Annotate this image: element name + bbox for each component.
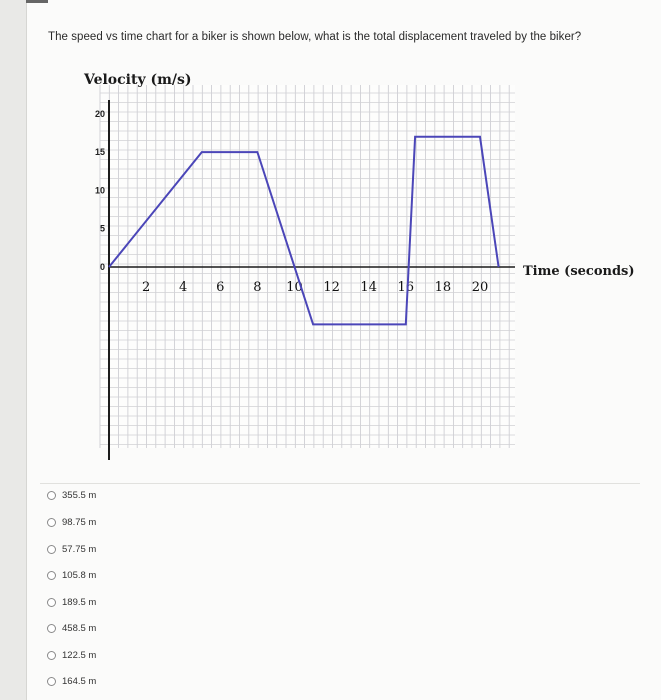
option-2[interactable] xyxy=(47,514,96,530)
x-tick-label: 12 xyxy=(323,280,340,295)
option-8[interactable] xyxy=(47,673,96,689)
x-tick-label: 10 xyxy=(286,280,303,295)
y-tick-label: 5 xyxy=(99,223,105,234)
y-tick-label: 0 xyxy=(99,262,105,272)
option-3[interactable] xyxy=(47,541,96,557)
y-axis-label: Velocity (m/s) xyxy=(84,72,192,88)
option-label: 355.5 m xyxy=(62,489,97,501)
x-tick-label: 18 xyxy=(434,280,452,295)
x-axis-label: Time (seconds) xyxy=(523,264,635,279)
x-tick-label: 6 xyxy=(216,280,225,295)
option-label: 98.75 m xyxy=(62,516,97,528)
y-tick-label: 20 xyxy=(94,108,105,119)
radio-icon[interactable] xyxy=(47,491,56,500)
radio-icon[interactable] xyxy=(47,571,56,580)
options-divider xyxy=(40,483,640,484)
x-tick-label: 14 xyxy=(360,280,377,295)
radio-icon[interactable] xyxy=(47,518,56,527)
radio-icon[interactable] xyxy=(47,598,56,607)
x-tick-label: 20 xyxy=(471,280,489,295)
x-tick-label: 8 xyxy=(253,280,262,295)
option-label: 458.5 m xyxy=(62,622,97,634)
option-label: 57.75 m xyxy=(62,543,97,555)
option-4[interactable] xyxy=(47,567,96,583)
option-7[interactable] xyxy=(47,647,96,663)
radio-icon[interactable] xyxy=(47,624,56,633)
x-tick-label: 16 xyxy=(397,280,415,295)
option-6[interactable] xyxy=(47,620,96,636)
option-label: 164.5 m xyxy=(62,675,97,687)
option-5[interactable] xyxy=(47,594,96,610)
radio-icon[interactable] xyxy=(47,545,56,554)
y-tick-label: 10 xyxy=(94,185,105,196)
option-label: 105.8 m xyxy=(62,569,97,581)
option-label: 189.5 m xyxy=(62,596,97,608)
radio-icon[interactable] xyxy=(47,651,56,660)
y-tick-label: 15 xyxy=(94,147,105,158)
option-1[interactable] xyxy=(47,487,96,503)
x-tick-label: 2 xyxy=(141,280,151,295)
radio-icon[interactable] xyxy=(47,677,56,686)
x-tick-label: 4 xyxy=(179,280,188,295)
option-label: 122.5 m xyxy=(62,649,97,661)
question-text: The speed vs time chart for a biker is shown below, what is the total displacement traveled by the biker? xyxy=(48,31,582,43)
